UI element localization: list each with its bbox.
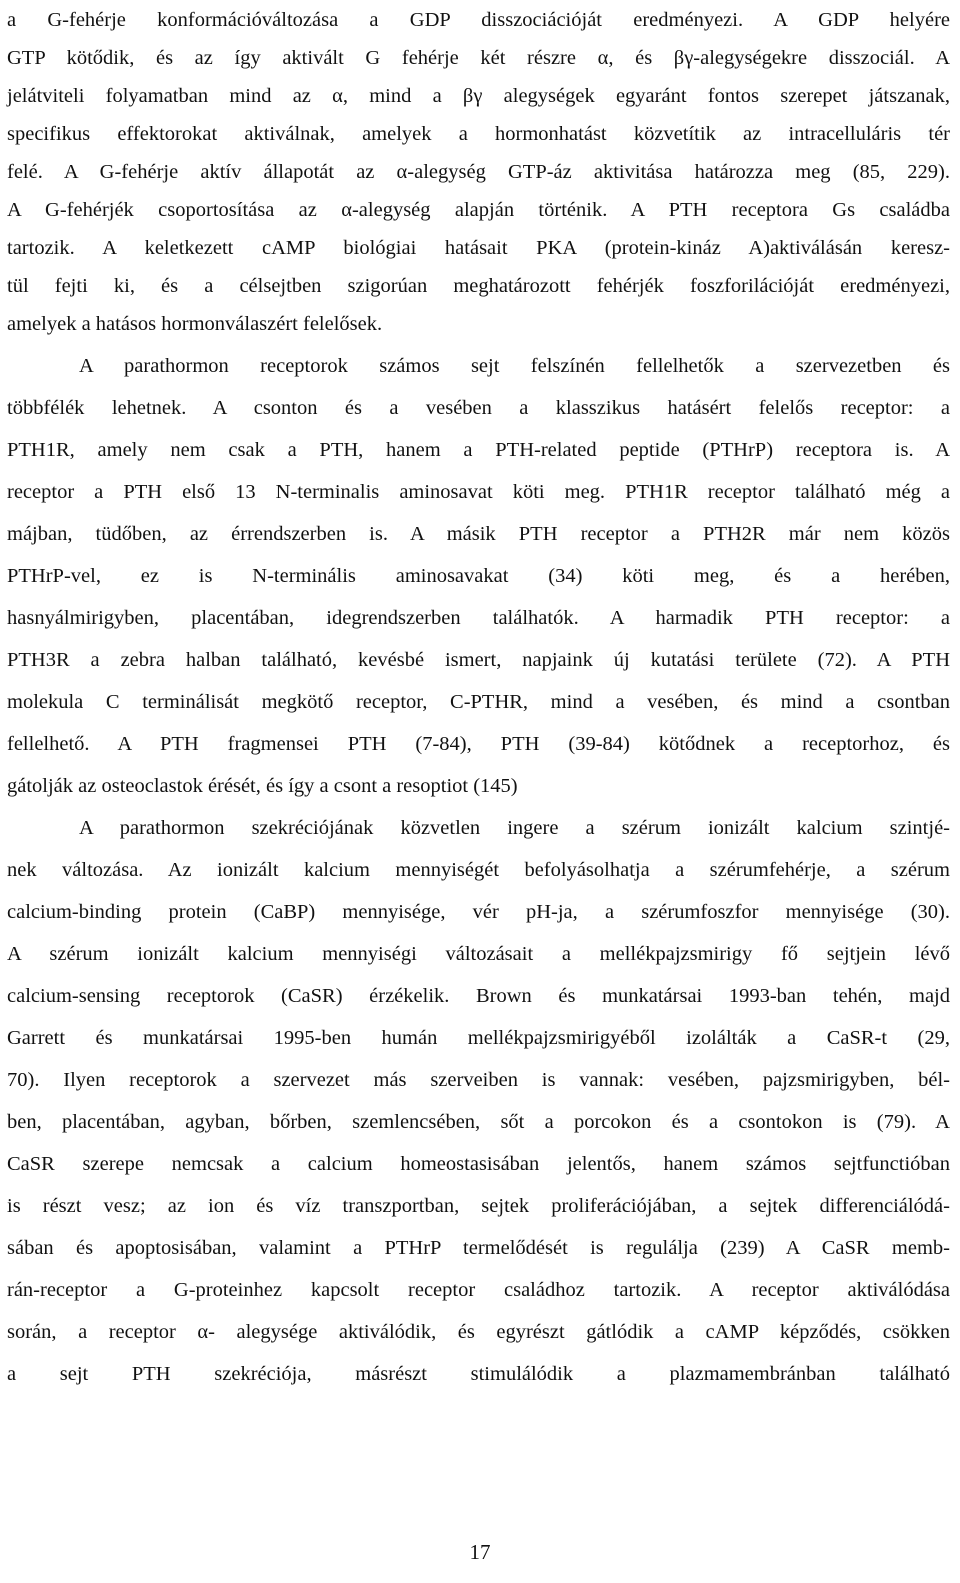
text-line: amelyek a hatásos hormonválaszért felelősek. bbox=[7, 313, 383, 335]
text-line: A parathormon szekréciójának közvetlen ingere a szérum ionizált kalcium szintjé- bbox=[79, 817, 950, 839]
text-line: a sejt PTH szekréciója, másrészt stimulálódik a plazmamembránban található bbox=[7, 1363, 950, 1385]
page-number: 17 bbox=[469, 1540, 491, 1564]
text-line: receptor a PTH első 13 N-terminalis aminosavat köti meg. PTH1R receptor található még a bbox=[7, 481, 950, 503]
text-line: Garrett és munkatársai 1995-ben humán mellékpajzsmirigyéből izolálták a CaSR-t (29, bbox=[7, 1027, 950, 1049]
text-line: PTH1R, amely nem csak a PTH, hanem a PTH-related peptide (PTHrP) receptora is. A bbox=[7, 439, 950, 461]
text-line: is részt vesz; az ion és víz transzportban, sejtek proliferációjában, a sejtek differenciálódá- bbox=[7, 1195, 950, 1217]
text-line: jelátviteli folyamatban mind az α, mind a βγ alegységek egyaránt fontos szerepet játszanak, bbox=[7, 85, 950, 107]
text-line: PTHrP-vel, ez is N-terminális aminosavakat (34) köti meg, és a herében, bbox=[7, 565, 950, 587]
text-line: PTH3R a zebra halban található, kevésbé ismert, napjaink új kutatási területe (72). A PTH bbox=[7, 649, 950, 671]
text-line: során, a receptor α- alegysége aktiválódik, és egyrészt gátlódik a cAMP képződés, csökken bbox=[7, 1321, 950, 1343]
text-line: GTP kötődik, és az így aktivált G fehérje két részre α, és βγ-alegységekre disszociál. A bbox=[7, 47, 950, 69]
text-line: fellelhető. A PTH fragmensei PTH (7-84), PTH (39-84) kötődnek a receptorhoz, és bbox=[7, 733, 950, 755]
text-line: calcium-sensing receptorok (CaSR) érzékelik. Brown és munkatársai 1993-ban tehén, majd bbox=[7, 985, 950, 1007]
text-line: többfélék lehetnek. A csonton és a vesében a klasszikus hatásért felelős receptor: a bbox=[7, 397, 950, 419]
text-line: májban, tüdőben, az érrendszerben is. A másik PTH receptor a PTH2R már nem közös bbox=[7, 523, 950, 545]
text-line: specifikus effektorokat aktiválnak, amelyek a hormonhatást közvetítik az intracelluláris tér bbox=[7, 123, 950, 145]
text-line: calcium-binding protein (CaBP) mennyisége, vér pH-ja, a szérumfoszfor mennyisége (30). bbox=[7, 901, 950, 923]
text-line: rán-receptor a G-proteinhez kapcsolt receptor családhoz tartozik. A receptor aktiválódása bbox=[7, 1279, 950, 1301]
text-line: tartozik. A keletkezett cAMP biológiai hatásait PKA (protein-kináz A)aktiválásán keresz- bbox=[7, 237, 950, 259]
text-line: felé. A G-fehérje aktív állapotát az α-alegység GTP-áz aktivitása határozza meg (85, 229). bbox=[7, 161, 950, 183]
text-line: A szérum ionizált kalcium mennyiségi változásait a mellékpajzsmirigy fő sejtjein lévő bbox=[7, 943, 950, 965]
text-line: A parathormon receptorok számos sejt felszínén fellelhetők a szervezetben és bbox=[79, 355, 950, 377]
text-line: ben, placentában, agyban, bőrben, szemlencsében, sőt a porcokon és a csontokon is (79). A bbox=[7, 1111, 950, 1133]
text-line: a G-fehérje konformációváltozása a GDP disszociációját eredményezi. A GDP helyére bbox=[7, 9, 950, 31]
text-line: molekula C terminálisát megkötő receptor, C-PTHR, mind a vesében, és mind a csontban bbox=[7, 691, 950, 713]
text-line: CaSR szerepe nemcsak a calcium homeostasisában jelentős, hanem számos sejtfunctióban bbox=[7, 1153, 950, 1175]
text-line: tül fejti ki, és a célsejtben szigorúan meghatározott fehérjék foszforilációját eredményezi, bbox=[7, 275, 950, 297]
text-line: hasnyálmirigyben, placentában, idegrendszerben találhatók. A harmadik PTH receptor: a bbox=[7, 607, 950, 629]
text-line: gátolják az osteoclastok érését, és így a csont a resoptiot (145) bbox=[7, 775, 518, 797]
text-line: A G-fehérjék csoportosítása az α-alegység alapján történik. A PTH receptora Gs családba bbox=[7, 199, 950, 221]
text-line: sában és apoptosisában, valamint a PTHrP termelődését is regulálja (239) A CaSR memb- bbox=[7, 1237, 950, 1259]
text-line: nek változása. Az ionizált kalcium mennyiségét befolyásolhatja a szérumfehérje, a szérum bbox=[7, 859, 950, 881]
text-line: 70). Ilyen receptorok a szervezet más szerveiben is vannak: vesében, pajzsmirigyben, bél- bbox=[7, 1069, 950, 1091]
